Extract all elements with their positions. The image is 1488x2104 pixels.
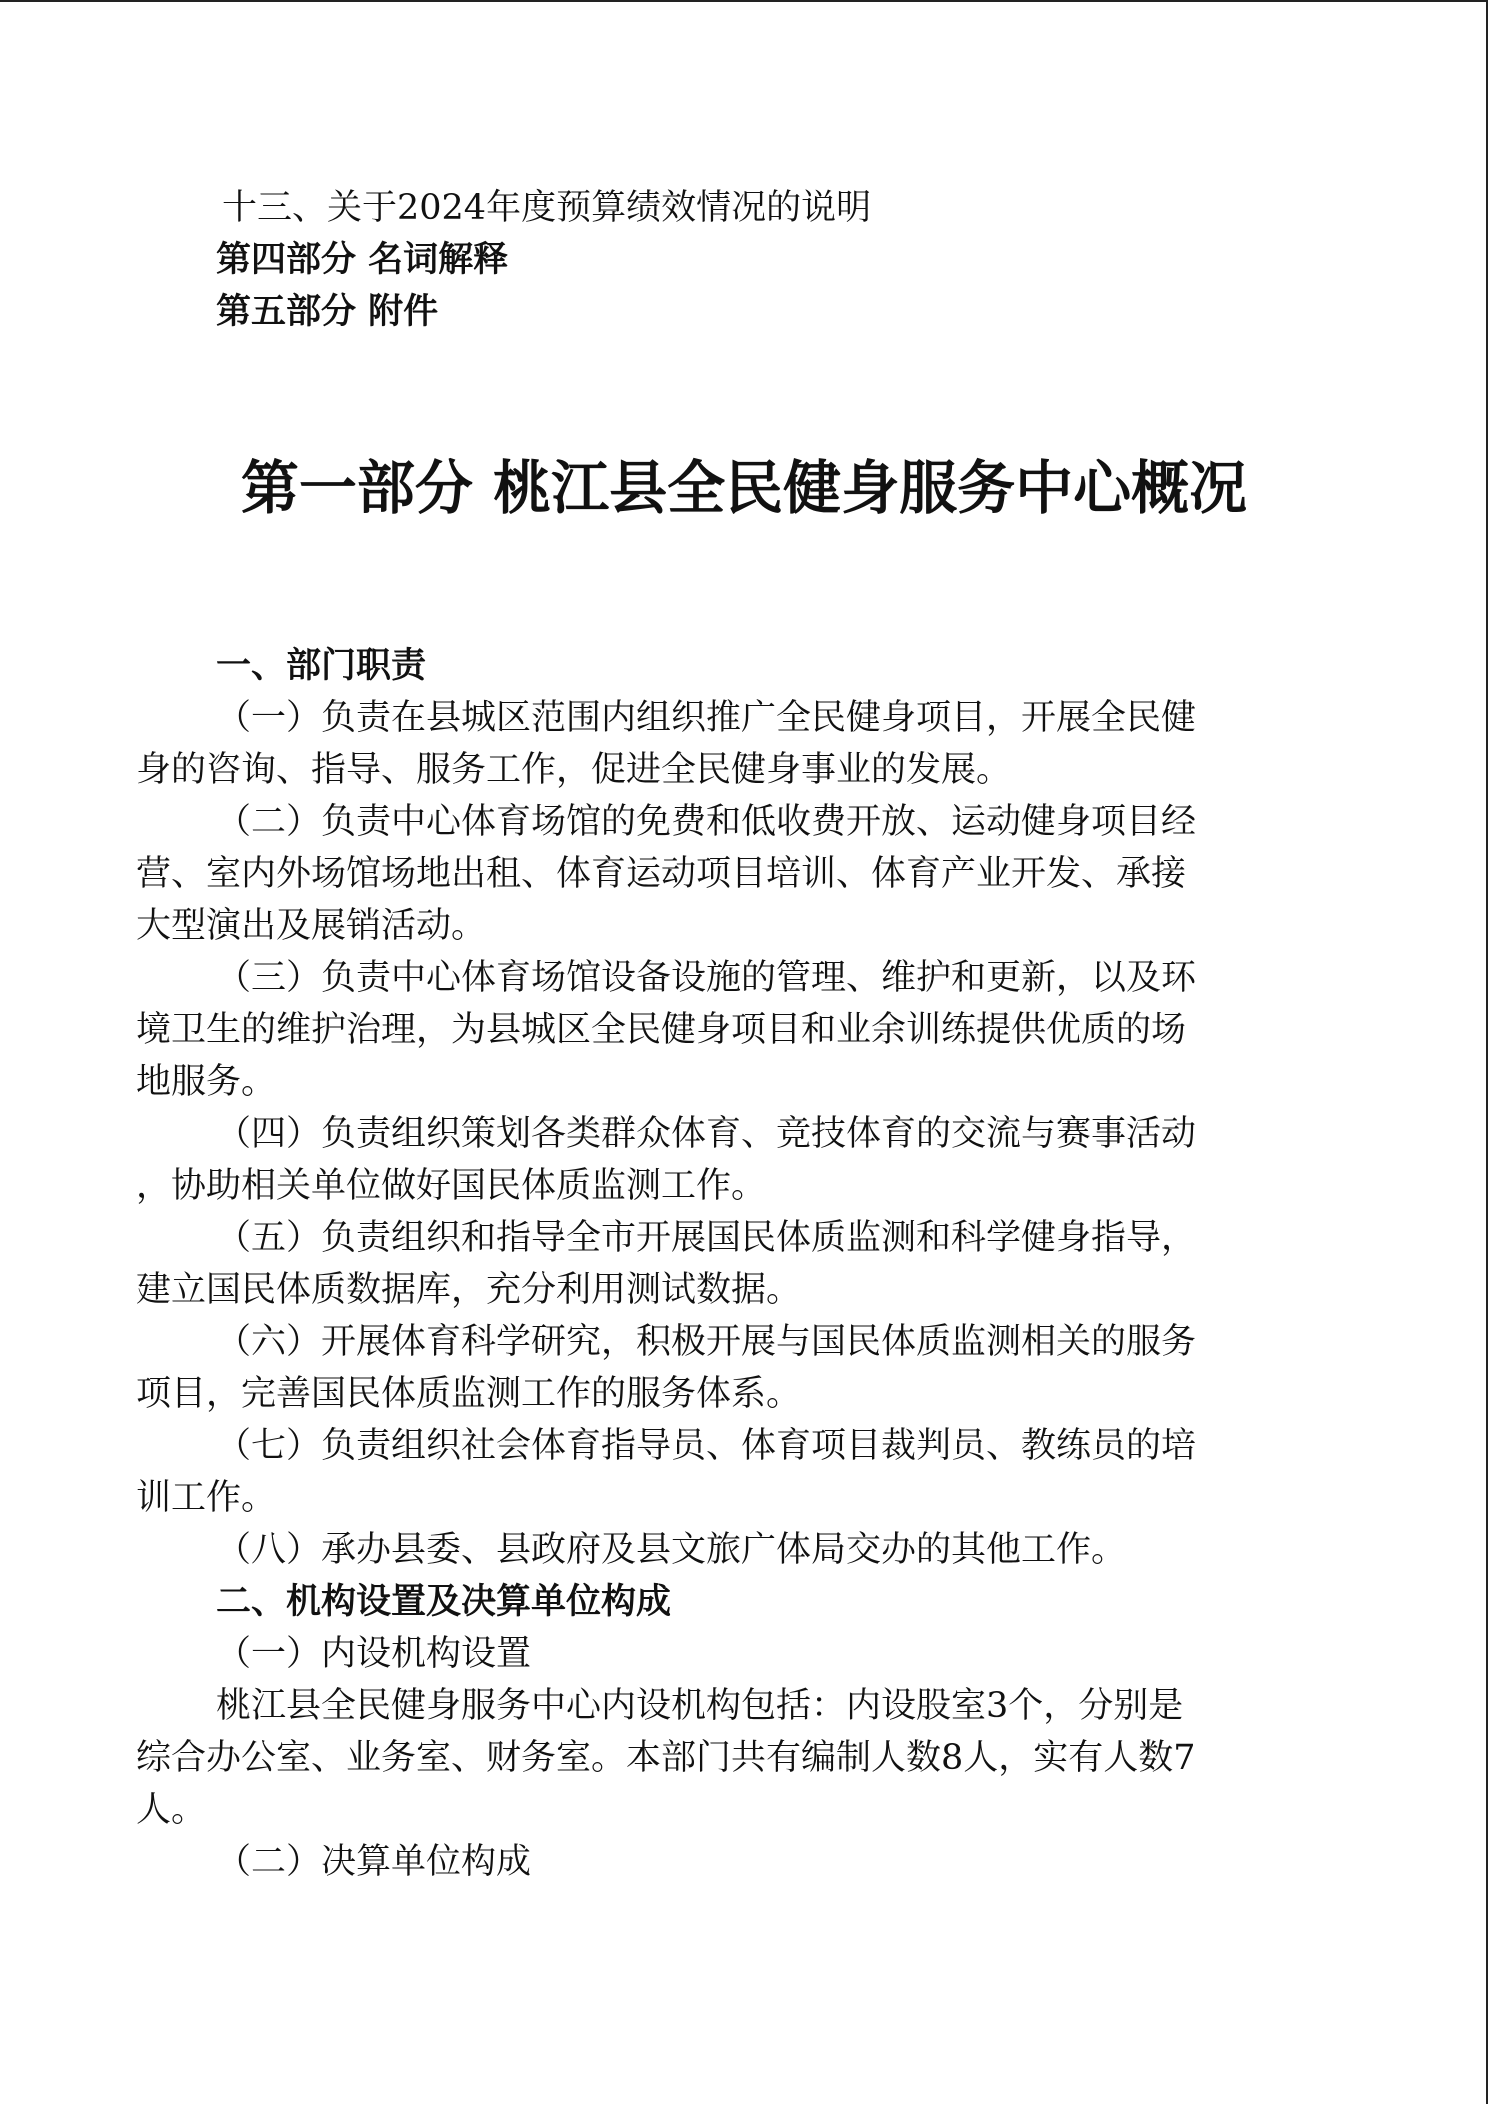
duty-4-line-2: ，协助相关单位做好国民体质监测工作。: [136, 1166, 767, 1206]
section-2-heading: 二、机构设置及决算单位构成: [216, 1582, 672, 1622]
page-title: 第一部分 桃江县全民健身服务中心概况: [240, 454, 1248, 522]
duty-4-line-1: （四）负责组织策划各类群众体育、竞技体育的交流与赛事活动: [216, 1114, 1197, 1154]
section-1-heading: 一、部门职责: [216, 646, 427, 686]
page-border-top: [0, 0, 1488, 2]
duty-8-line-1: （八）承办县委、县政府及县文旅广体局交办的其他工作。: [216, 1530, 1127, 1570]
toc-item-13: 十三、关于2024年度预算绩效情况的说明: [222, 188, 872, 228]
duty-1-line-2: 身的咨询、指导、服务工作，促进全民健身事业的发展。: [136, 750, 1012, 790]
section-2-sub-1-heading: （一）内设机构设置: [216, 1634, 532, 1674]
duty-2-line-3: 大型演出及展销活动。: [136, 906, 487, 946]
toc-part-5: 第五部分 附件: [216, 292, 439, 332]
section-2-sub-1-line-1: 桃江县全民健身服务中心内设机构包括：内设股室3个，分别是: [216, 1686, 1184, 1726]
duty-3-line-1: （三）负责中心体育场馆设备设施的管理、维护和更新，以及环: [216, 958, 1197, 998]
duty-1-line-1: （一）负责在县城区范围内组织推广全民健身项目，开展全民健: [216, 698, 1197, 738]
duty-6-line-2: 项目，完善国民体质监测工作的服务体系。: [136, 1374, 802, 1414]
duty-3-line-2: 境卫生的维护治理，为县城区全民健身项目和业余训练提供优质的场: [136, 1010, 1187, 1050]
duty-5-line-2: 建立国民体质数据库，充分利用测试数据。: [136, 1270, 802, 1310]
duty-5-line-1: （五）负责组织和指导全市开展国民体质监测和科学健身指导，: [216, 1218, 1197, 1258]
toc-part-4: 第四部分 名词解释: [216, 240, 509, 280]
duty-7-line-1: （七）负责组织社会体育指导员、体育项目裁判员、教练员的培: [216, 1426, 1197, 1466]
section-2-sub-1-line-3: 人。: [136, 1790, 207, 1830]
section-2-sub-2-heading: （二）决算单位构成: [216, 1842, 532, 1882]
duty-3-line-3: 地服务。: [136, 1062, 277, 1102]
duty-6-line-1: （六）开展体育科学研究，积极开展与国民体质监测相关的服务: [216, 1322, 1197, 1362]
section-2-sub-1-line-2: 综合办公室、业务室、财务室。本部门共有编制人数8人，实有人数7: [136, 1738, 1196, 1778]
duty-2-line-2: 营、室内外场馆场地出租、体育运动项目培训、体育产业开发、承接: [136, 854, 1187, 894]
duty-2-line-1: （二）负责中心体育场馆的免费和低收费开放、运动健身项目经: [216, 802, 1197, 842]
duty-7-line-2: 训工作。: [136, 1478, 277, 1518]
